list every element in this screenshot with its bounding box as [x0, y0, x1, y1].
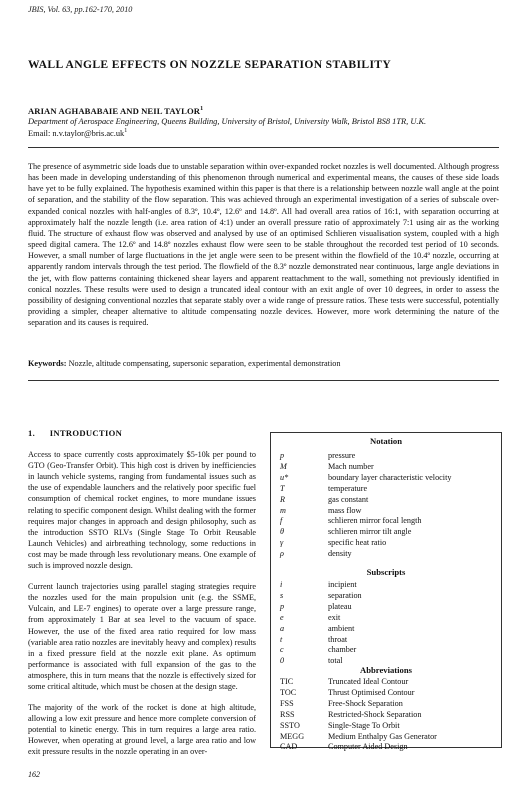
notation-row	[271, 721, 501, 732]
notation-row	[271, 742, 501, 753]
notation-description: ambient	[328, 623, 355, 633]
notation-row	[271, 473, 501, 484]
notation-row	[271, 602, 501, 613]
notation-symbol: f	[280, 516, 283, 526]
notation-description: chamber	[328, 645, 357, 655]
notation-description: Mach number	[328, 461, 374, 471]
keywords: Nozzle, altitude compensating, supersonic separation, experimental demonstration	[68, 359, 341, 368]
notation-row	[271, 538, 501, 549]
notation-symbol: p	[280, 451, 285, 460]
notation-description: plateau	[328, 601, 352, 611]
notation-symbol: i	[280, 580, 283, 589]
author-marker: 1	[200, 106, 204, 113]
notation-row	[271, 677, 501, 688]
notation-row	[271, 613, 501, 624]
abstract: The presence of asymmetric side loads due to unstable separation within over-expanded rocket nozzles is well documented. Although progress has been made in developing understanding of this phenomenon through numerical and experimental means, the causes of these side loads have yet to be fully explained. The hypothesis examined within this paper is that there is a relationship between nozzle wall angle at the point of separation, and the stability of the flow separation. This was achieved through an experimental investigation of a series of subscale over-expanded conical nozzles with half-angles of 8.3º, 10.4º, 12.6º and 14.8º. All had overall area ratios of 16:1, with separation occurring at approximately half the nozzle length (i.e. area ration of 4:1) under an overall pressure ratio of approximately 7:1 using air as the working fluid. The structure of exhaust flow was observed and analysed by use of an optimised Schlieren visualisation system, coupled with a high speed digital camera. The 12.6º and 14.8º nozzles exhaust flow were seen to be stable throughout the recorded test period of 10 seconds. However, a small number of large fluctuations in the jet angle were seen to be present within the flowfield of the 10.4º nozzle, occurring at apparently random intervals through the test period. The flowfield of the 8.3º nozzle demonstrated near continuous, large angle deviations in the jet, with flow patterns containing thickened shear layers and apparent reattachment to the wall, something not previously identified in conical nozzles. These results were used to design a truncated ideal contour with an exit angle of over 10 degrees, in order to assess the possibility of designing conventional nozzles that separate stably over a wide range of pressure ratios. These tests were successful, potentially providing a simpler, cheaper alternative to altitude compensating nozzle devices. However, more work determining the nature of the separation and its causes is required.	[28, 162, 499, 328]
divider-bottom	[28, 380, 499, 381]
notation-symbol: a	[280, 623, 285, 633]
notation-row	[271, 635, 501, 646]
notation-row	[271, 506, 501, 517]
author-line	[28, 106, 203, 116]
notation-symbol: m	[280, 505, 286, 515]
notation-symbol: FSS	[280, 698, 294, 708]
notation-row	[271, 699, 501, 710]
notation-symbol: CAD	[280, 742, 298, 752]
intro-paragraph: Access to space currently costs approximately $5-10k per pound to GTO (Geo-Transfer Orbit). This high cost is driven by inefficiencies in launch vehicle systems, ranging from fundamental issues such as the use of expendable launchers and the relatively poor specific fuel consumption of chemical rocket engines, to more mundane issues relating to specific component design. Whilst dealing with the former requires major changes in approach and design philosophy, such as the introduction SSTO RLVs (Single Stage To Orbit Reusable Launch Vehicles) and airbreathing technology, some reductions in cost may be made through less revolutionary means. One example of such is improved nozzle design.	[28, 450, 256, 571]
notation-row	[271, 495, 501, 506]
notation-description: Restricted-Shock Separation	[328, 709, 422, 719]
notation-symbol: R	[280, 494, 286, 504]
notation-row	[271, 591, 501, 602]
email-marker: 1	[124, 128, 128, 134]
notation-row	[271, 451, 501, 462]
notation-description: schlieren mirror tilt angle	[328, 527, 412, 537]
notation-row	[271, 580, 501, 591]
notation-description: mass flow	[328, 505, 362, 515]
abbreviations-title: Abbreviations	[360, 665, 412, 675]
notation-symbol: 0	[280, 656, 285, 666]
notation-title: Notation	[370, 436, 402, 446]
notation-description: temperature	[328, 483, 368, 493]
notation-symbol: θ	[280, 527, 285, 537]
notation-box	[270, 432, 502, 752]
notation-row	[271, 462, 501, 473]
paper-title: WALL ANGLE EFFECTS ON NOZZLE SEPARATION STABILITY	[28, 58, 392, 71]
notation-symbol: ρ	[280, 549, 284, 559]
notation-symbol: s	[280, 590, 284, 600]
notation-row	[271, 688, 501, 699]
subscripts-title: Subscripts	[366, 567, 406, 577]
notation-row	[271, 710, 501, 721]
authors: ARIAN AGHABABAIE AND NEIL TAYLOR	[28, 106, 201, 116]
notation-description: boundary layer characteristic velocity	[328, 472, 452, 482]
intro-paragraph: Current launch trajectories using parallel staging strategies require the nozzles used for the main propulsion unit (e.g. the SSME, Vulcain, and LE-7 engines) to operate over a large pressure range, from approximately 1 Bar at sea level to the vacuum of space. However, the use of the fixed area ratio required for low mass (variable area ratio nozzles are inevitably heavy and complex) results in a fixed pressure field at the nozzle exit plane. As optimum performance is associated with full expansion of the gas to the atmosphere, this in turn means that the nozzle is effectively sized for some critical altitude, which must be chosen at the design stage.	[28, 582, 256, 691]
keywords-line	[28, 359, 499, 368]
page-number: 162	[28, 770, 40, 779]
notation-description: density	[328, 549, 352, 559]
notation-symbol: u*	[280, 472, 289, 482]
keywords-label: Keywords:	[28, 359, 67, 368]
notation-symbol: TOC	[280, 687, 297, 697]
notation-symbol: TIC	[280, 677, 294, 686]
notation-description: throat	[328, 634, 348, 644]
affiliation: Department of Aerospace Engineering, Queens Building, University of Bristol, University Walk, Bristol BS8 1TR, U.K.	[28, 117, 427, 126]
notation-description: schlieren mirror focal length	[328, 516, 422, 526]
notation-description: Medium Enthalpy Gas Generator	[328, 731, 437, 741]
notation-symbol: RSS	[280, 709, 295, 719]
notation-description: Truncated Ideal Contour	[328, 677, 409, 686]
notation-description: Single-Stage To Orbit	[328, 720, 400, 730]
notation-description: separation	[328, 590, 362, 600]
notation-description: Thrust Optimised Contour	[328, 687, 415, 697]
introduction-column	[28, 428, 256, 768]
running-head: JBIS, Vol. 63, pp.162-170, 2010	[28, 5, 133, 14]
intro-paragraph: The majority of the work of the rocket is done at high altitude, allowing a low exit pressure and hence more complete conversion of potential to kinetic energy. This in turn requires a large area ratio. However, when operating at ground level, a large area ratio and low exit pressure results in the nozzle operating in an over-	[28, 703, 256, 757]
notation-description: exit	[328, 612, 341, 622]
notation-description: Free-Shock Separation	[328, 698, 403, 708]
notation-row	[271, 732, 501, 743]
notation-description: gas constant	[328, 494, 369, 504]
notation-symbol: e	[280, 612, 284, 622]
section-heading: 1. INTRODUCTION	[28, 428, 123, 438]
notation-row	[271, 527, 501, 538]
email-line	[28, 128, 127, 138]
notation-row	[271, 549, 501, 560]
notation-symbol: T	[280, 483, 285, 493]
notation-description: total	[328, 656, 343, 666]
notation-row	[271, 624, 501, 635]
notation-row	[271, 516, 501, 527]
notation-symbol: MEGG	[280, 731, 305, 741]
notation-symbol: t	[280, 634, 283, 644]
notation-symbol: SSTO	[280, 720, 300, 730]
notation-symbol: c	[280, 645, 284, 655]
notation-description: Computer Aided Design	[328, 742, 408, 752]
notation-symbol: p	[280, 601, 285, 611]
notation-row	[271, 484, 501, 495]
notation-description: incipient	[328, 580, 357, 589]
notation-description: specific heat ratio	[328, 538, 387, 548]
email: Email: n.v.taylor@bris.ac.uk	[28, 128, 125, 138]
divider-top	[28, 147, 499, 148]
notation-symbol: M	[280, 461, 287, 471]
notation-description: pressure	[328, 451, 356, 460]
notation-symbol: γ	[280, 538, 284, 548]
notation-row	[271, 645, 501, 656]
